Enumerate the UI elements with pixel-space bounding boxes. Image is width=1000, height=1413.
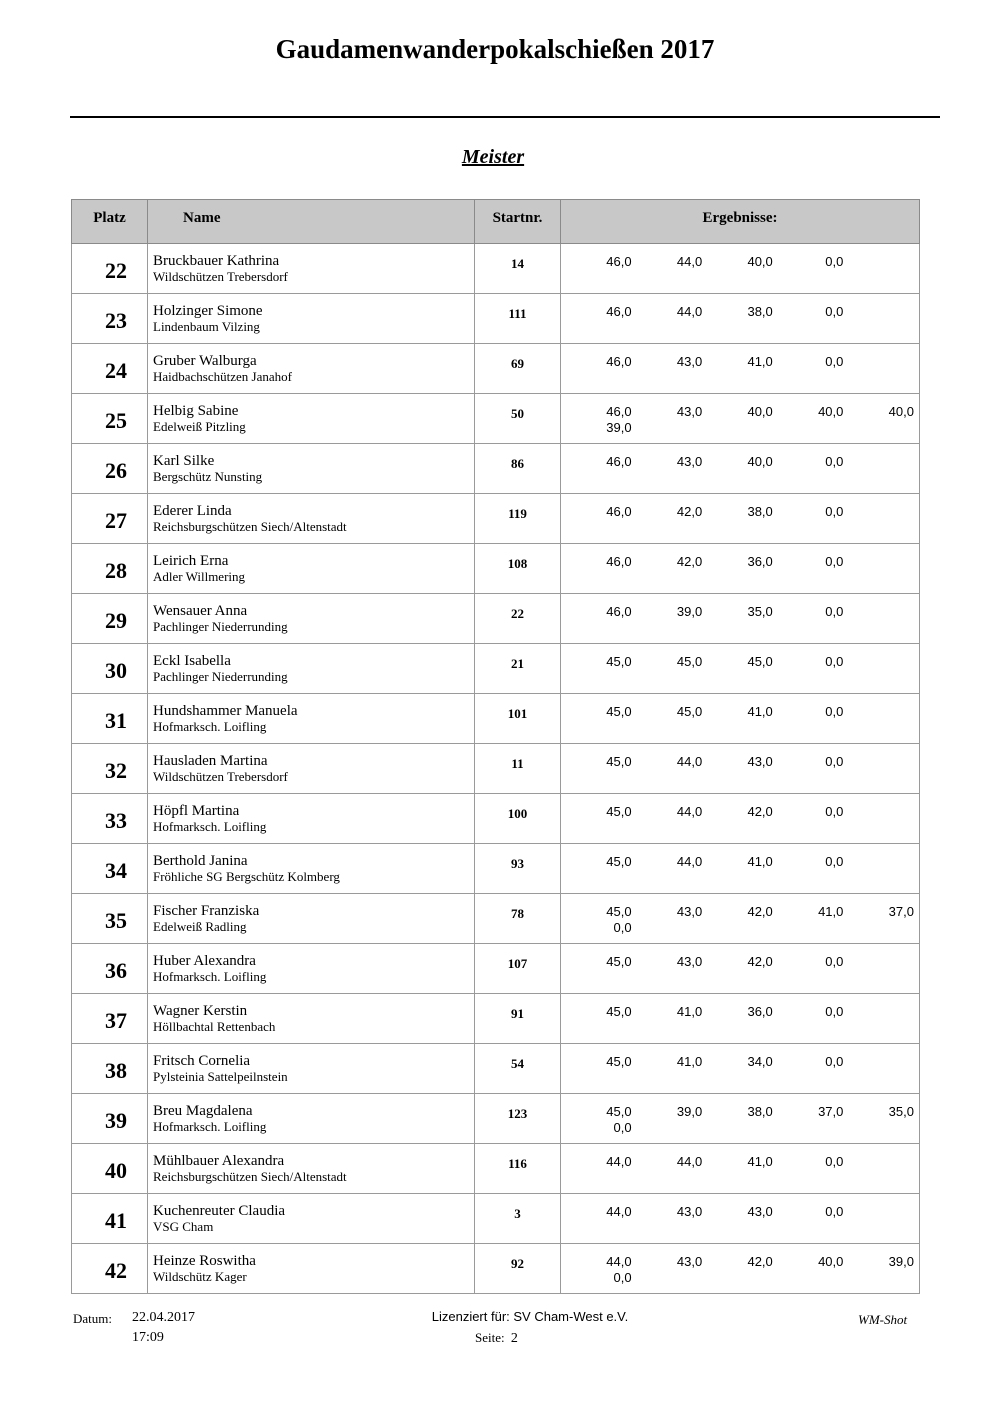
shooter-name: Holzinger Simone — [153, 303, 263, 319]
club-name: Edelweiß Radling — [153, 919, 247, 934]
score-value: 35,0 — [747, 604, 773, 619]
score-value: 38,0 — [747, 304, 773, 319]
score-value: 45,0 — [606, 654, 632, 669]
startnr-cell: 92 — [475, 1244, 561, 1294]
score-value: 42,0 — [747, 804, 773, 819]
place-cell: 40 — [72, 1144, 148, 1194]
startnr-cell: 93 — [475, 844, 561, 894]
score-value: 45,0 — [606, 904, 632, 919]
score-value: 42,0 — [747, 904, 773, 919]
score-value: 43,0 — [676, 1204, 703, 1219]
score-value: 45,0 — [606, 754, 632, 769]
table-row — [72, 994, 920, 1044]
score-line — [561, 804, 919, 820]
score-value: 0,0 — [825, 354, 844, 369]
name-cell — [148, 1094, 475, 1144]
score-value: 43,0 — [747, 754, 773, 769]
score-value: 39,0 — [676, 1104, 703, 1119]
table-row — [72, 744, 920, 794]
score-line — [561, 1004, 919, 1020]
score-value: 46,0 — [606, 354, 632, 369]
score-value: 40,0 — [818, 1254, 844, 1269]
score-value: 0,0 — [613, 1120, 632, 1135]
score-value: 0,0 — [825, 754, 844, 769]
shooter-name: Helbig Sabine — [153, 403, 239, 419]
score-value: 41,0 — [676, 1004, 703, 1019]
shooter-name: Fritsch Cornelia — [153, 1053, 251, 1069]
table-row — [72, 694, 920, 744]
table-row — [72, 544, 920, 594]
shooter-name: Wagner Kerstin — [153, 1003, 248, 1019]
score-value: 0,0 — [825, 554, 844, 569]
name-cell — [148, 344, 475, 394]
footer-date: 22.04.2017 — [132, 1310, 195, 1325]
place-cell: 25 — [72, 394, 148, 444]
footer-license: Lizenziert für: SV Cham-West e.V. — [431, 1309, 629, 1324]
score-line — [561, 420, 919, 436]
name-cell — [148, 794, 475, 844]
score-value: 40,0 — [747, 404, 773, 419]
score-value: 44,0 — [676, 754, 703, 769]
score-value: 43,0 — [676, 954, 703, 969]
club-name: Edelweiß Pitzling — [153, 419, 246, 434]
table-row — [72, 244, 920, 294]
header-place: Platz — [72, 200, 148, 244]
club-name: Hofmarksch. Loifling — [153, 969, 267, 984]
club-name: VSG Cham — [153, 1219, 214, 1234]
score-value: 43,0 — [676, 1254, 703, 1269]
score-value: 36,0 — [747, 554, 773, 569]
results-cell — [561, 894, 920, 944]
table-row — [72, 1194, 920, 1244]
place-cell: 22 — [72, 244, 148, 294]
footer-date-label: Datum: — [73, 1311, 112, 1326]
score-value: 41,0 — [747, 354, 773, 369]
table-row — [72, 1094, 920, 1144]
club-name: Höllbachtal Rettenbach — [153, 1019, 276, 1034]
score-value: 41,0 — [676, 1054, 703, 1069]
place-cell: 29 — [72, 594, 148, 644]
name-cell — [148, 244, 475, 294]
score-line — [561, 1154, 919, 1170]
score-value: 0,0 — [825, 304, 844, 319]
score-line — [561, 904, 919, 920]
place-cell: 33 — [72, 794, 148, 844]
startnr-cell: 123 — [475, 1094, 561, 1144]
shooter-name: Heinze Roswitha — [153, 1253, 256, 1269]
place-cell: 37 — [72, 994, 148, 1044]
place-cell: 38 — [72, 1044, 148, 1094]
results-cell — [561, 344, 920, 394]
club-name: Hofmarksch. Loifling — [153, 1119, 267, 1134]
footer-page-number: 2 — [510, 1331, 518, 1346]
score-value: 0,0 — [825, 454, 844, 469]
place-cell: 24 — [72, 344, 148, 394]
shooter-name: Hundshammer Manuela — [153, 703, 298, 719]
score-value: 0,0 — [825, 1054, 844, 1069]
score-line — [561, 254, 919, 270]
results-cell — [561, 244, 920, 294]
score-value: 40,0 — [888, 404, 914, 419]
score-value: 40,0 — [747, 254, 773, 269]
shooter-name: Wensauer Anna — [153, 603, 248, 619]
startnr-cell: 54 — [475, 1044, 561, 1094]
table-header-row — [72, 200, 920, 244]
score-value: 44,0 — [606, 1254, 632, 1269]
score-value: 39,0 — [606, 420, 632, 435]
footer-page-label: Seite: — [475, 1330, 505, 1345]
score-value: 46,0 — [606, 604, 632, 619]
results-cell — [561, 794, 920, 844]
score-value: 45,0 — [606, 1054, 632, 1069]
score-value: 0,0 — [825, 1004, 844, 1019]
score-line — [561, 354, 919, 370]
score-line — [561, 954, 919, 970]
place-cell: 30 — [72, 644, 148, 694]
score-value: 43,0 — [676, 454, 703, 469]
table-row — [72, 1244, 920, 1294]
score-value: 40,0 — [747, 454, 773, 469]
score-line — [561, 554, 919, 570]
table-row — [72, 594, 920, 644]
club-name: Pylsteinia Sattelpeilnstein — [153, 1069, 288, 1084]
score-value: 0,0 — [613, 1270, 632, 1285]
score-value: 43,0 — [676, 354, 703, 369]
score-value: 44,0 — [606, 1204, 632, 1219]
place-cell: 41 — [72, 1194, 148, 1244]
name-cell — [148, 744, 475, 794]
startnr-cell: 14 — [475, 244, 561, 294]
startnr-cell: 100 — [475, 794, 561, 844]
results-cell — [561, 394, 920, 444]
startnr-cell: 50 — [475, 394, 561, 444]
score-line — [561, 1254, 919, 1270]
shooter-name: Hausladen Martina — [153, 753, 268, 769]
place-cell: 26 — [72, 444, 148, 494]
score-line — [561, 1104, 919, 1120]
score-value: 44,0 — [676, 804, 703, 819]
score-line — [561, 654, 919, 670]
score-value: 37,0 — [888, 904, 914, 919]
table-row — [72, 794, 920, 844]
results-cell — [561, 944, 920, 994]
score-value: 37,0 — [818, 1104, 844, 1119]
club-name: Adler Willmering — [153, 569, 246, 584]
startnr-cell: 69 — [475, 344, 561, 394]
startnr-cell: 3 — [475, 1194, 561, 1244]
name-cell — [148, 694, 475, 744]
table-row — [72, 494, 920, 544]
page-title: Gaudamenwanderpokalschießen 2017 — [275, 34, 715, 64]
shooter-name: Kuchenreuter Claudia — [153, 1203, 286, 1219]
header-name: Name — [148, 200, 475, 244]
score-value: 45,0 — [606, 954, 632, 969]
name-cell — [148, 1194, 475, 1244]
table-row — [72, 644, 920, 694]
score-value: 45,0 — [606, 704, 632, 719]
name-cell — [148, 944, 475, 994]
score-line — [561, 854, 919, 870]
shooter-name: Mühlbauer Alexandra — [153, 1153, 285, 1169]
score-value: 45,0 — [606, 804, 632, 819]
results-cell — [561, 494, 920, 544]
startnr-cell: 78 — [475, 894, 561, 944]
shooter-name: Bruckbauer Kathrina — [153, 253, 280, 269]
name-cell — [148, 994, 475, 1044]
club-name: Fröhliche SG Bergschütz Kolmberg — [153, 869, 340, 884]
startnr-cell: 11 — [475, 744, 561, 794]
score-value: 39,0 — [888, 1254, 914, 1269]
title-divider — [70, 116, 940, 118]
results-cell — [561, 544, 920, 594]
section-title: Meister — [461, 146, 525, 168]
club-name: Wildschütz Kager — [153, 1269, 247, 1284]
table-row — [72, 1044, 920, 1094]
results-cell — [561, 1244, 920, 1294]
results-cell — [561, 594, 920, 644]
score-value: 0,0 — [825, 704, 844, 719]
shooter-name: Huber Alexandra — [153, 953, 256, 969]
results-cell — [561, 1194, 920, 1244]
score-value: 41,0 — [747, 1154, 773, 1169]
club-name: Wildschützen Trebersdorf — [153, 269, 288, 284]
startnr-cell: 101 — [475, 694, 561, 744]
name-cell — [148, 594, 475, 644]
score-line — [561, 920, 919, 936]
club-name: Pachlinger Niederrunding — [153, 669, 288, 684]
score-line — [561, 454, 919, 470]
results-table — [71, 199, 920, 1294]
score-value: 42,0 — [676, 554, 703, 569]
place-cell: 36 — [72, 944, 148, 994]
shooter-name: Eckl Isabella — [153, 653, 231, 669]
club-name: Reichsburgschützen Siech/Altenstadt — [153, 1169, 347, 1184]
score-value: 34,0 — [747, 1054, 773, 1069]
score-value: 0,0 — [825, 504, 844, 519]
score-value: 46,0 — [606, 554, 632, 569]
score-line — [561, 604, 919, 620]
score-value: 41,0 — [747, 704, 773, 719]
club-name: Hofmarksch. Loifling — [153, 719, 267, 734]
score-value: 45,0 — [606, 1104, 632, 1119]
shooter-name: Berthold Janina — [153, 853, 248, 869]
score-value: 0,0 — [613, 920, 632, 935]
score-value: 45,0 — [747, 654, 773, 669]
score-value: 0,0 — [825, 1204, 844, 1219]
score-value: 44,0 — [606, 1154, 632, 1169]
place-cell: 34 — [72, 844, 148, 894]
score-value: 38,0 — [747, 1104, 773, 1119]
score-value: 42,0 — [747, 954, 773, 969]
startnr-cell: 108 — [475, 544, 561, 594]
table-row — [72, 1144, 920, 1194]
score-line — [561, 1054, 919, 1070]
score-value: 46,0 — [606, 254, 632, 269]
score-value: 0,0 — [825, 1154, 844, 1169]
club-name: Bergschütz Nunsting — [153, 469, 263, 484]
score-value: 46,0 — [606, 454, 632, 469]
score-value: 45,0 — [606, 1004, 632, 1019]
table-row — [72, 394, 920, 444]
header-results: Ergebnisse: — [561, 200, 920, 244]
score-value: 0,0 — [825, 954, 844, 969]
score-value: 0,0 — [825, 804, 844, 819]
results-cell — [561, 644, 920, 694]
score-line — [561, 1204, 919, 1220]
startnr-cell: 22 — [475, 594, 561, 644]
score-value: 41,0 — [818, 904, 844, 919]
score-value: 44,0 — [676, 304, 703, 319]
shooter-name: Ederer Linda — [153, 503, 232, 519]
name-cell — [148, 1044, 475, 1094]
club-name: Wildschützen Trebersdorf — [153, 769, 288, 784]
score-value: 46,0 — [606, 304, 632, 319]
place-cell: 28 — [72, 544, 148, 594]
club-name: Pachlinger Niederrunding — [153, 619, 288, 634]
score-line — [561, 704, 919, 720]
score-value: 0,0 — [825, 854, 844, 869]
club-name: Haidbachschützen Janahof — [153, 369, 292, 384]
shooter-name: Karl Silke — [153, 453, 215, 469]
footer-software: WM-Shot — [858, 1312, 908, 1327]
table-row — [72, 444, 920, 494]
results-cell — [561, 994, 920, 1044]
shooter-name: Breu Magdalena — [153, 1103, 253, 1119]
name-cell — [148, 1144, 475, 1194]
score-value: 43,0 — [676, 404, 703, 419]
header-startnr: Startnr. — [475, 200, 561, 244]
score-value: 43,0 — [676, 904, 703, 919]
score-value: 0,0 — [825, 654, 844, 669]
table-row — [72, 894, 920, 944]
score-value: 39,0 — [676, 604, 703, 619]
score-value: 43,0 — [747, 1204, 773, 1219]
table-row — [72, 294, 920, 344]
name-cell — [148, 394, 475, 444]
score-value: 45,0 — [676, 654, 703, 669]
club-name: Lindenbaum Vilzing — [153, 319, 260, 334]
place-cell: 32 — [72, 744, 148, 794]
score-value: 0,0 — [825, 604, 844, 619]
score-line — [561, 504, 919, 520]
name-cell — [148, 894, 475, 944]
score-line — [561, 754, 919, 770]
startnr-cell: 119 — [475, 494, 561, 544]
startnr-cell: 91 — [475, 994, 561, 1044]
shooter-name: Fischer Franziska — [153, 903, 260, 919]
place-cell: 31 — [72, 694, 148, 744]
startnr-cell: 86 — [475, 444, 561, 494]
score-value: 45,0 — [606, 854, 632, 869]
score-value: 44,0 — [676, 854, 703, 869]
score-line — [561, 404, 919, 420]
name-cell — [148, 644, 475, 694]
score-value: 45,0 — [676, 704, 703, 719]
startnr-cell: 111 — [475, 294, 561, 344]
results-cell — [561, 444, 920, 494]
score-value: 35,0 — [888, 1104, 914, 1119]
club-name: Hofmarksch. Loifling — [153, 819, 267, 834]
startnr-cell: 107 — [475, 944, 561, 994]
table-row — [72, 844, 920, 894]
place-cell: 42 — [72, 1244, 148, 1294]
results-cell — [561, 1044, 920, 1094]
score-value: 44,0 — [676, 254, 703, 269]
results-cell — [561, 744, 920, 794]
results-cell — [561, 694, 920, 744]
shooter-name: Höpfl Martina — [153, 803, 240, 819]
score-value: 42,0 — [676, 504, 703, 519]
score-value: 42,0 — [747, 1254, 773, 1269]
place-cell: 27 — [72, 494, 148, 544]
score-value: 46,0 — [606, 404, 632, 419]
results-cell — [561, 1144, 920, 1194]
results-cell — [561, 1094, 920, 1144]
results-cell — [561, 844, 920, 894]
results-cell — [561, 294, 920, 344]
score-value: 36,0 — [747, 1004, 773, 1019]
name-cell — [148, 844, 475, 894]
score-value: 41,0 — [747, 854, 773, 869]
table-row — [72, 944, 920, 994]
table-row — [72, 344, 920, 394]
footer-time: 17:09 — [132, 1330, 164, 1345]
score-value: 44,0 — [676, 1154, 703, 1169]
score-value: 40,0 — [818, 404, 844, 419]
score-line — [561, 304, 919, 320]
score-value: 0,0 — [825, 254, 844, 269]
score-value: 38,0 — [747, 504, 773, 519]
footer-page — [475, 1330, 518, 1347]
name-cell — [148, 544, 475, 594]
score-line — [561, 1120, 919, 1136]
shooter-name: Leirich Erna — [153, 553, 229, 569]
name-cell — [148, 444, 475, 494]
place-cell: 23 — [72, 294, 148, 344]
score-value: 46,0 — [606, 504, 632, 519]
place-cell: 35 — [72, 894, 148, 944]
startnr-cell: 21 — [475, 644, 561, 694]
startnr-cell: 116 — [475, 1144, 561, 1194]
score-line — [561, 1270, 919, 1286]
place-cell: 39 — [72, 1094, 148, 1144]
club-name: Reichsburgschützen Siech/Altenstadt — [153, 519, 347, 534]
name-cell — [148, 1244, 475, 1294]
shooter-name: Gruber Walburga — [153, 353, 257, 369]
name-cell — [148, 294, 475, 344]
name-cell — [148, 494, 475, 544]
